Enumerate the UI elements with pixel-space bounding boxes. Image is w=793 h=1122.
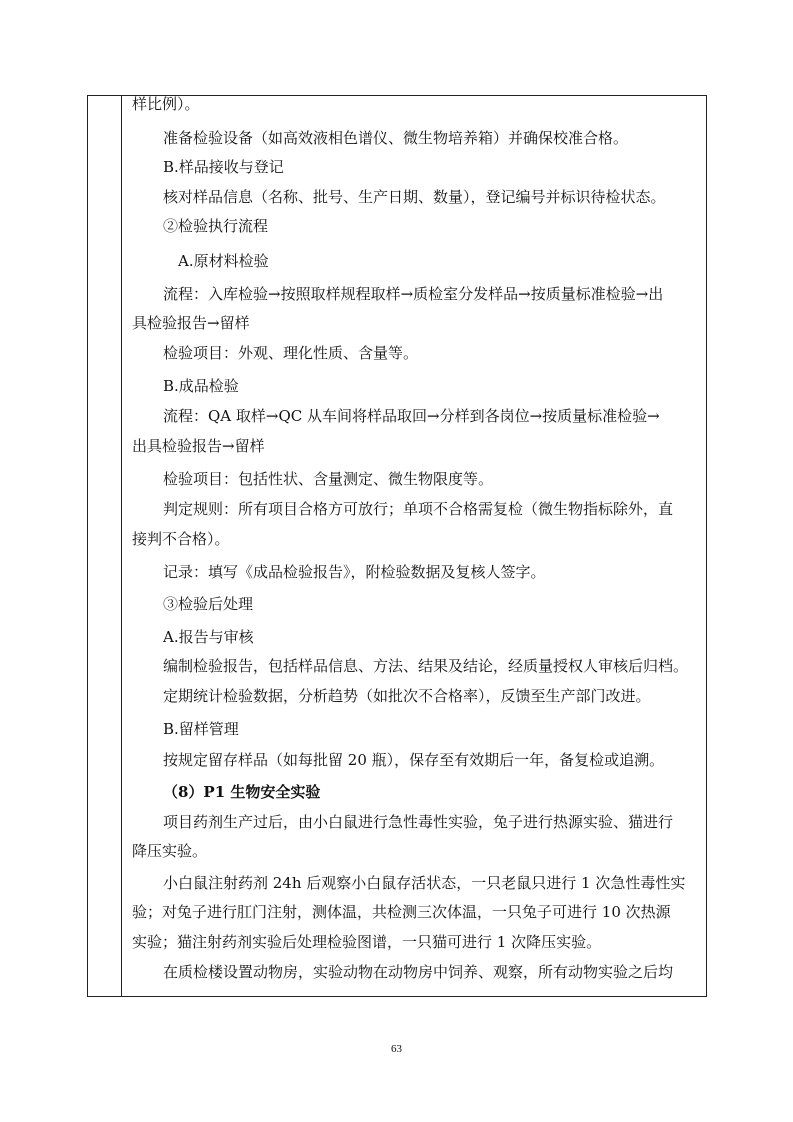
section-heading: （8）P1 生物安全实验 [163,783,321,801]
text-line: 实验；猫注射药剂实验后处理检验图谱，一只猫可进行 1 次降压实验。 [132,933,602,951]
text-line: 检验项目：外观、理化性质、含量等。 [163,344,419,362]
text-line: 接判不合格）。 [132,530,230,548]
text-line: 出具检验报告→留样 [132,437,265,455]
table-column-divider [121,95,122,997]
text-line: 判定规则：所有项目合格方可放行；单项不合格需复检（微生物指标除外，直 [163,500,674,518]
text-line: 具检验报告→留样 [132,314,250,332]
text-line: A.原材料检验 [178,252,269,270]
text-line: 降压实验。 [132,842,208,860]
text-line: ②检验执行流程 [163,217,269,235]
text-line: 检验项目：包括性状、含量测定、微生物限度等。 [163,470,494,488]
text-line: 编制检验报告，包括样品信息、方法、结果及结论，经质量授权人审核后归档。 [163,657,689,675]
text-line: ③检验后处理 [163,595,254,613]
text-line: 流程：入库检验→按照取样规程取样→质检室分发样品→按质量标准检验→出 [163,285,664,303]
text-line: A.报告与审核 [163,628,254,646]
text-line: 验；对兔子进行肛门注射，测体温，共检测三次体温，一只兔子可进行 10 次热源 [132,903,671,921]
text-line: 流程：QA 取样→QC 从车间将样品取回→分样到各岗位→按质量标准检验→ [163,407,660,425]
text-line: 在质检楼设置动物房，实验动物在动物房中饲养、观察，所有动物实验之后均 [163,963,674,981]
text-line: B.样品接收与登记 [163,158,284,176]
text-line: 核对样品信息（名称、批号、生产日期、数量），登记编号并标识待检状态。 [163,188,666,206]
text-line: 定期统计检验数据，分析趋势（如批次不合格率），反馈至生产部门改进。 [163,687,651,705]
text-line: 小白鼠注射药剂 24h 后观察小白鼠存活状态，一只老鼠只进行 1 次急性毒性实 [163,874,686,892]
text-line: 按规定留存样品（如每批留 20 瓶），保存至有效期后一年，备复检或追溯。 [163,751,665,769]
text-line: 准备检验设备（如高效液相色谱仪、微生物培养箱）并确保校准合格。 [163,129,629,147]
page-number: 63 [391,1043,402,1055]
text-line: 项目药剂生产过后，由小白鼠进行急性毒性实验，兔子进行热源实验、猫进行 [163,813,674,831]
text-line: B.留样管理 [163,720,239,738]
text-line: B.成品检验 [163,377,239,395]
text-line: 样比例）。 [132,95,200,113]
text-line: 记录：填写《成品检验报告》，附检验数据及复核人签字。 [163,563,546,581]
